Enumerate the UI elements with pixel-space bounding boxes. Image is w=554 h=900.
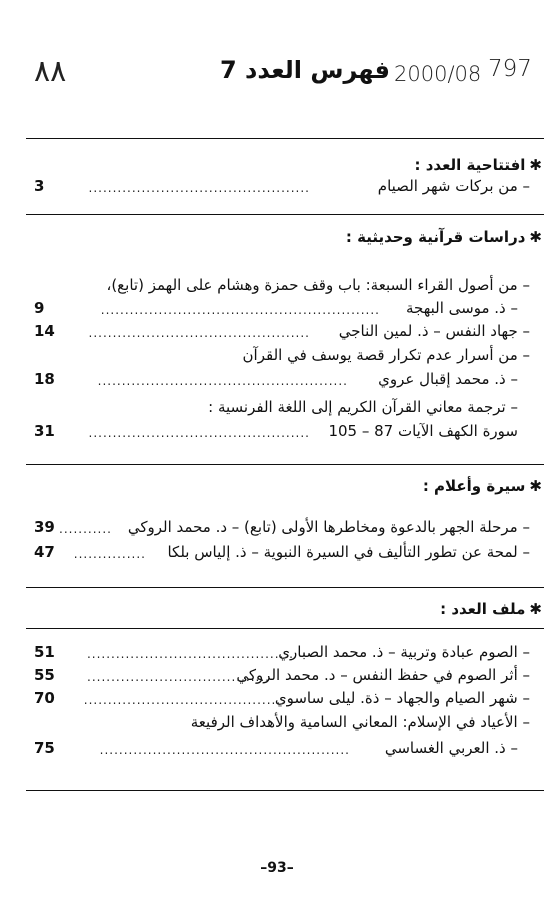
toc-entry: – من بركات شهر الصيام .............................................. 3 — [34, 177, 530, 195]
section-divider — [26, 214, 544, 215]
section-divider — [26, 464, 544, 465]
section-divider — [26, 790, 544, 791]
section-divider — [26, 138, 544, 139]
toc-entry: – الصوم عبادة وتربية – ذ. محمد الصباري ........................................... 51 — [34, 643, 530, 661]
toc-entry-line: – ترجمة معاني القرآن الكريم إلى اللغة الفرنسية : — [208, 398, 518, 416]
toc-entry: – مرحلة الجهر بالدعوة ومخاطرها الأولى (تابع) – د. محمد الروكي ........... 39 — [34, 518, 530, 536]
section-divider — [26, 628, 544, 629]
handwritten-code: 797 — [488, 56, 532, 82]
toc-entry: سورة الكهف الآيات 87 – 105 .............................................. 31 — [34, 422, 518, 440]
toc-entry: – لمحة عن تطور التأليف في السيرة النبوية – ذ. إلياس بلكا ............... 47 — [34, 543, 530, 561]
section-heading: ✱ملف العدد : — [440, 600, 542, 618]
asterisk-icon: ✱ — [529, 600, 542, 618]
asterisk-icon: ✱ — [529, 477, 542, 495]
section-heading: ✱سيرة وأعلام : — [422, 477, 542, 495]
handwritten-date: 2000/08 — [394, 62, 482, 86]
toc-entry: – ذ. العربي الغساسي .................................................... 75 — [34, 739, 518, 757]
toc-entry: – ذ. محمد إقبال عروي .................................................... 18 — [34, 370, 518, 388]
toc-entry-line: – من أصول القراء السبعة: باب وقف حمزة وهشام على الهمز (تابع)، — [106, 276, 530, 294]
asterisk-icon: ✱ — [529, 228, 542, 246]
toc-entry: – أثر الصوم في حفظ النفس – د. محمد الروكي ...................................... 55 — [34, 666, 530, 684]
asterisk-icon: ✱ — [529, 156, 542, 174]
toc-entry-line: – من أسرار عدم تكرار قصة يوسف في القرآن — [242, 346, 530, 364]
page-number: –93– — [260, 860, 294, 876]
toc-entry: – جهاد النفس – ذ. لمين الناجي .............................................. 14 — [34, 322, 530, 340]
toc-entry: – ذ. موسى البهجة .......................................................... 9 — [34, 299, 518, 317]
section-heading: ✱دراسات قرآنية وحديثية : — [345, 228, 542, 246]
toc-entry-line: – الأعياد في الإسلام: المعاني السامية والأهداف الرفيعة — [190, 713, 530, 731]
section-divider — [26, 587, 544, 588]
toc-entry: – شهر الصيام والجهاد – ذة. ليلى ساسوي .......................................... 70 — [34, 689, 530, 707]
page-title: فهرس العدد 7 — [220, 56, 390, 84]
section-heading: ✱افتتاحية العدد : — [414, 156, 542, 174]
handwritten-page-mark: ۸۸ — [34, 54, 67, 89]
